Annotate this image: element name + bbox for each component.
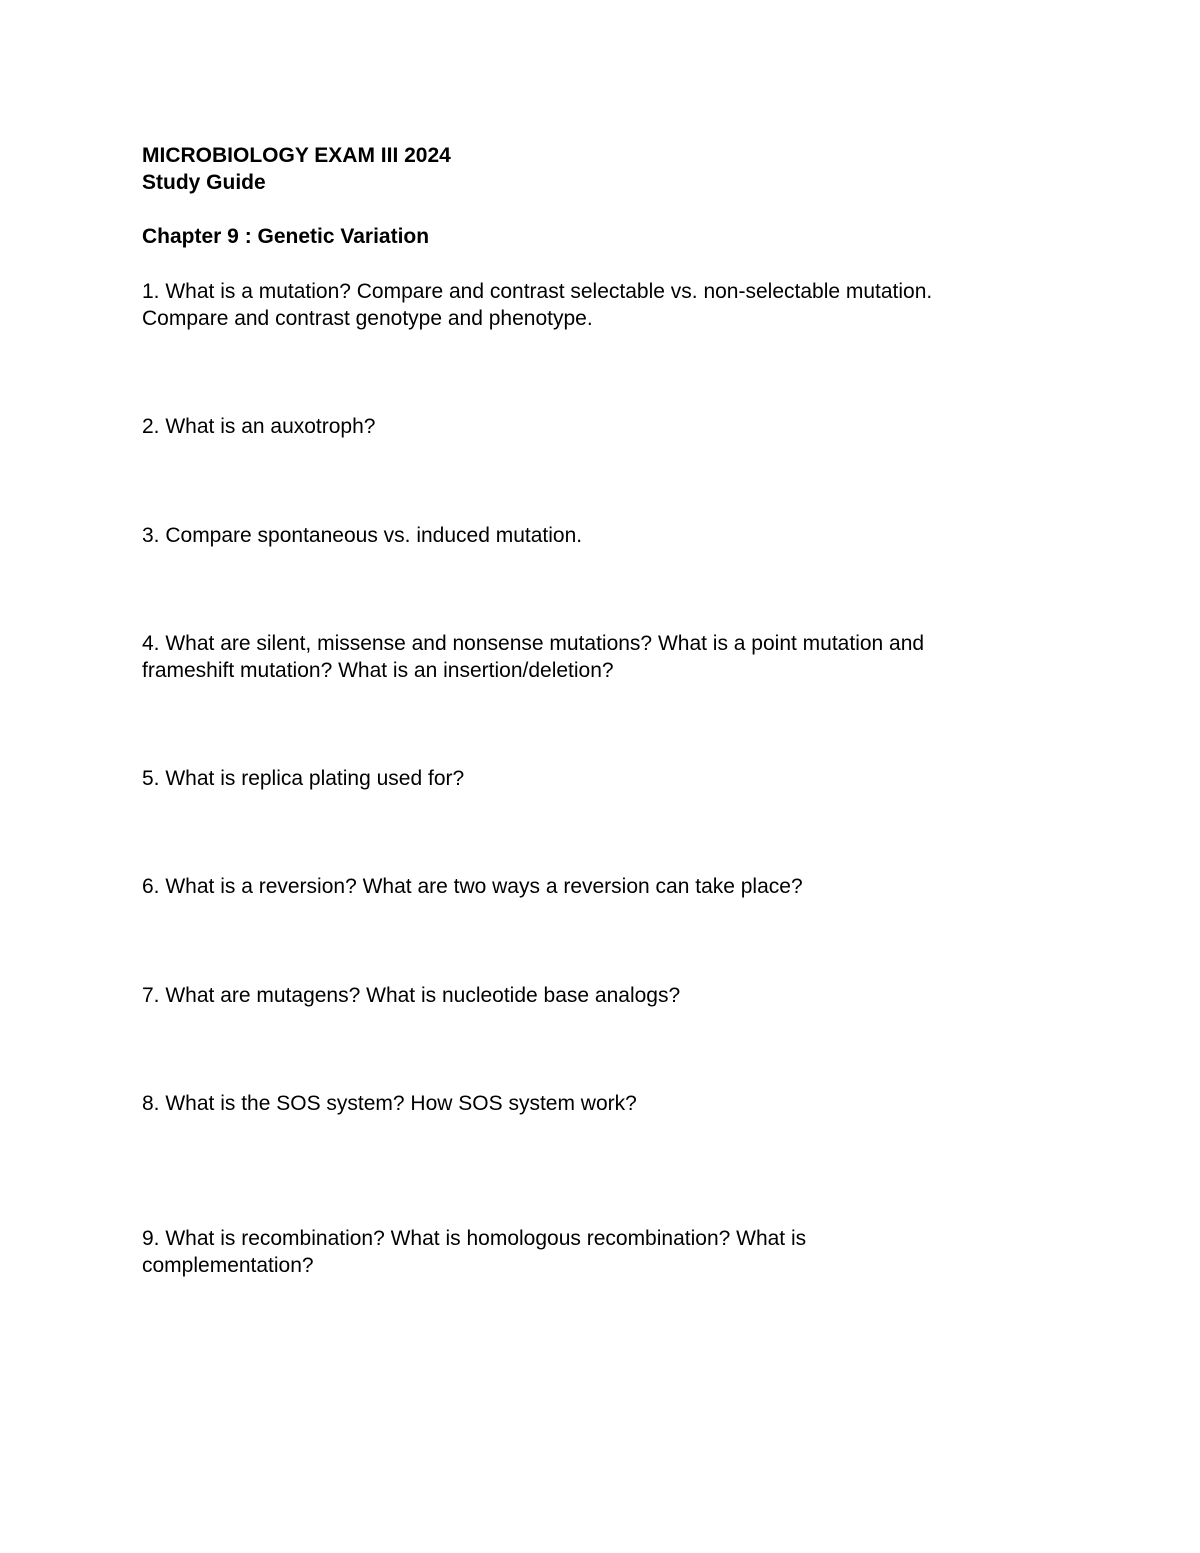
question-1-line-2: Compare and contrast genotype and phenotype. [142,307,593,330]
question-4-line-1: 4. What are silent, missense and nonsense mutations? What is a point mutation and [142,632,925,655]
chapter-heading: Chapter 9 : Genetic Variation [142,225,430,248]
question-4-line-2: frameshift mutation? What is an insertion/deletion? [142,659,614,682]
question-5-line-1: 5. What is replica plating used for? [142,767,465,790]
question-1-line-1: 1. What is a mutation? Compare and contrast selectable vs. non-selectable mutation. [142,280,933,303]
question-9-line-1: 9. What is recombination? What is homologous recombination? What is [142,1227,807,1250]
document-title: MICROBIOLOGY EXAM III 2024 [142,144,451,167]
question-3-line-1: 3. Compare spontaneous vs. induced mutation. [142,524,583,547]
document-subtitle: Study Guide [142,171,266,194]
question-7-line-1: 7. What are mutagens? What is nucleotide base analogs? [142,984,681,1007]
question-6-line-1: 6. What is a reversion? What are two ways a reversion can take place? [142,875,803,898]
question-8-line-1: 8. What is the SOS system? How SOS system work? [142,1092,637,1115]
question-2-line-1: 2. What is an auxotroph? [142,415,376,438]
question-9-line-2: complementation? [142,1254,314,1277]
